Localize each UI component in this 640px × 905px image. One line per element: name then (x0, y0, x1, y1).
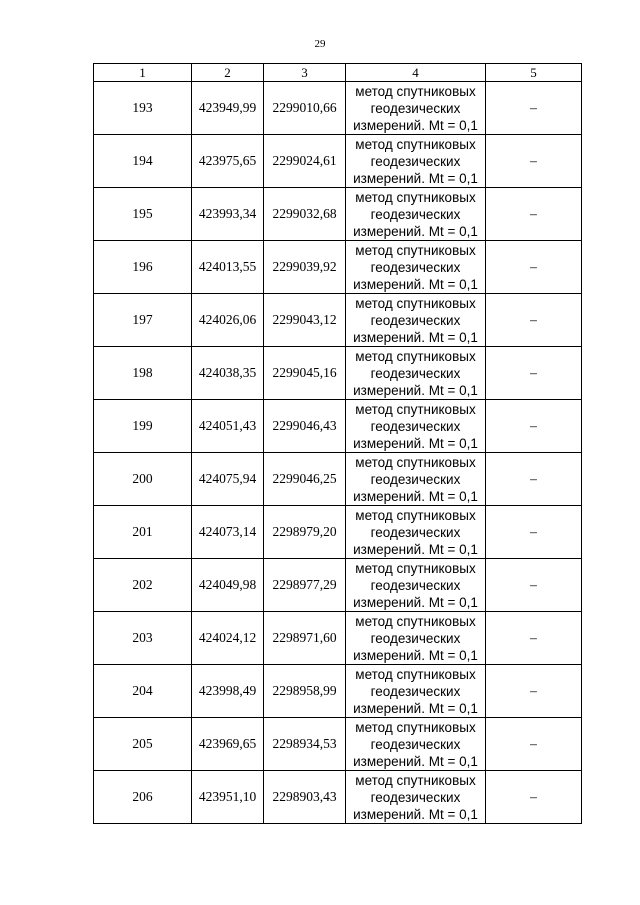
point-number-cell: 198 (94, 347, 192, 400)
table-row (94, 135, 582, 188)
x-coordinate-cell: 424024,12 (192, 612, 264, 665)
note-cell: – (486, 718, 582, 771)
method-line: геодезических (370, 206, 461, 222)
point-number-cell: 204 (94, 665, 192, 718)
note-cell: – (486, 612, 582, 665)
method-line: геодезических (370, 736, 461, 752)
method-line: измерений. Mt = 0,1 (353, 170, 478, 186)
x-coordinate-cell: 424051,43 (192, 400, 264, 453)
method-line: метод спутниковых (355, 613, 476, 629)
point-number-cell: 201 (94, 506, 192, 559)
method-line: измерений. Mt = 0,1 (353, 435, 478, 451)
x-coordinate-cell: 424075,94 (192, 453, 264, 506)
column-header: 4 (346, 64, 486, 82)
method-cell (346, 135, 486, 188)
method-line: метод спутниковых (355, 666, 476, 682)
method-line: метод спутниковых (355, 772, 476, 788)
method-line: метод спутниковых (355, 454, 476, 470)
table-header-row (94, 64, 582, 82)
note-cell: – (486, 771, 582, 824)
method-line: метод спутниковых (355, 507, 476, 523)
y-coordinate-cell: 2298903,43 (264, 771, 346, 824)
note-cell: – (486, 400, 582, 453)
table-row (94, 612, 582, 665)
y-coordinate-cell: 2298977,29 (264, 559, 346, 612)
point-number-cell: 193 (94, 82, 192, 135)
note-cell: – (486, 347, 582, 400)
method-line: геодезических (370, 630, 461, 646)
point-number-cell: 203 (94, 612, 192, 665)
y-coordinate-cell: 2299039,92 (264, 241, 346, 294)
table-row (94, 347, 582, 400)
method-line: измерений. Mt = 0,1 (353, 488, 478, 504)
note-cell: – (486, 135, 582, 188)
point-number-cell: 195 (94, 188, 192, 241)
page-number: 29 (314, 38, 326, 50)
method-line: геодезических (370, 577, 461, 593)
method-cell (346, 82, 486, 135)
method-line: измерений. Mt = 0,1 (353, 382, 478, 398)
x-coordinate-cell: 423993,34 (192, 188, 264, 241)
table-row (94, 718, 582, 771)
method-line: измерений. Mt = 0,1 (353, 329, 478, 345)
y-coordinate-cell: 2298971,60 (264, 612, 346, 665)
method-line: геодезических (370, 418, 461, 434)
method-line: геодезических (370, 471, 461, 487)
x-coordinate-cell: 423975,65 (192, 135, 264, 188)
method-line: метод спутниковых (355, 719, 476, 735)
x-coordinate-cell: 423969,65 (192, 718, 264, 771)
method-line: геодезических (370, 683, 461, 699)
y-coordinate-cell: 2299032,68 (264, 188, 346, 241)
table-row (94, 400, 582, 453)
method-line: измерений. Mt = 0,1 (353, 541, 478, 557)
column-header: 5 (486, 64, 582, 82)
table-row (94, 559, 582, 612)
y-coordinate-cell: 2298979,20 (264, 506, 346, 559)
point-number-cell: 196 (94, 241, 192, 294)
method-cell (346, 665, 486, 718)
method-cell (346, 718, 486, 771)
method-cell (346, 347, 486, 400)
method-line: метод спутниковых (355, 242, 476, 258)
point-number-cell: 202 (94, 559, 192, 612)
note-cell: – (486, 294, 582, 347)
y-coordinate-cell: 2299024,61 (264, 135, 346, 188)
note-cell: – (486, 82, 582, 135)
x-coordinate-cell: 423998,49 (192, 665, 264, 718)
column-header: 2 (192, 64, 264, 82)
note-cell: – (486, 665, 582, 718)
x-coordinate-cell: 424013,55 (192, 241, 264, 294)
method-line: метод спутниковых (355, 348, 476, 364)
point-number-cell: 197 (94, 294, 192, 347)
method-line: геодезических (370, 312, 461, 328)
method-cell (346, 612, 486, 665)
method-line: геодезических (370, 259, 461, 275)
x-coordinate-cell: 424073,14 (192, 506, 264, 559)
y-coordinate-cell: 2299043,12 (264, 294, 346, 347)
column-header: 3 (264, 64, 346, 82)
method-cell (346, 453, 486, 506)
method-line: метод спутниковых (355, 401, 476, 417)
method-line: измерений. Mt = 0,1 (353, 647, 478, 663)
point-number-cell: 205 (94, 718, 192, 771)
y-coordinate-cell: 2299046,25 (264, 453, 346, 506)
table-row (94, 294, 582, 347)
table-row (94, 771, 582, 824)
method-line: метод спутниковых (355, 295, 476, 311)
method-line: геодезических (370, 100, 461, 116)
y-coordinate-cell: 2299010,66 (264, 82, 346, 135)
x-coordinate-cell: 424026,06 (192, 294, 264, 347)
method-cell (346, 559, 486, 612)
note-cell: – (486, 506, 582, 559)
method-line: измерений. Mt = 0,1 (353, 753, 478, 769)
method-line: метод спутниковых (355, 560, 476, 576)
column-header: 1 (94, 64, 192, 82)
table-row (94, 453, 582, 506)
method-line: измерений. Mt = 0,1 (353, 594, 478, 610)
method-cell (346, 294, 486, 347)
y-coordinate-cell: 2299045,16 (264, 347, 346, 400)
y-coordinate-cell: 2299046,43 (264, 400, 346, 453)
point-number-cell: 206 (94, 771, 192, 824)
table-row (94, 188, 582, 241)
method-line: геодезических (370, 153, 461, 169)
note-cell: – (486, 453, 582, 506)
y-coordinate-cell: 2298958,99 (264, 665, 346, 718)
table-row (94, 82, 582, 135)
method-line: метод спутниковых (355, 136, 476, 152)
note-cell: – (486, 559, 582, 612)
note-cell: – (486, 188, 582, 241)
method-line: измерений. Mt = 0,1 (353, 806, 478, 822)
x-coordinate-cell: 423949,99 (192, 82, 264, 135)
method-cell (346, 188, 486, 241)
y-coordinate-cell: 2298934,53 (264, 718, 346, 771)
method-line: геодезических (370, 365, 461, 381)
x-coordinate-cell: 424038,35 (192, 347, 264, 400)
note-cell: – (486, 241, 582, 294)
method-line: измерений. Mt = 0,1 (353, 223, 478, 239)
method-line: измерений. Mt = 0,1 (353, 276, 478, 292)
x-coordinate-cell: 424049,98 (192, 559, 264, 612)
method-cell (346, 400, 486, 453)
x-coordinate-cell: 423951,10 (192, 771, 264, 824)
method-line: измерений. Mt = 0,1 (353, 117, 478, 133)
table-row (94, 506, 582, 559)
method-line: измерений. Mt = 0,1 (353, 700, 478, 716)
point-number-cell: 194 (94, 135, 192, 188)
method-cell (346, 241, 486, 294)
method-line: метод спутниковых (355, 189, 476, 205)
table-row (94, 241, 582, 294)
method-line: геодезических (370, 524, 461, 540)
method-cell (346, 506, 486, 559)
coordinates-table (93, 63, 582, 824)
method-line: геодезических (370, 789, 461, 805)
method-cell (346, 771, 486, 824)
method-line: метод спутниковых (355, 83, 476, 99)
point-number-cell: 200 (94, 453, 192, 506)
point-number-cell: 199 (94, 400, 192, 453)
table-row (94, 665, 582, 718)
